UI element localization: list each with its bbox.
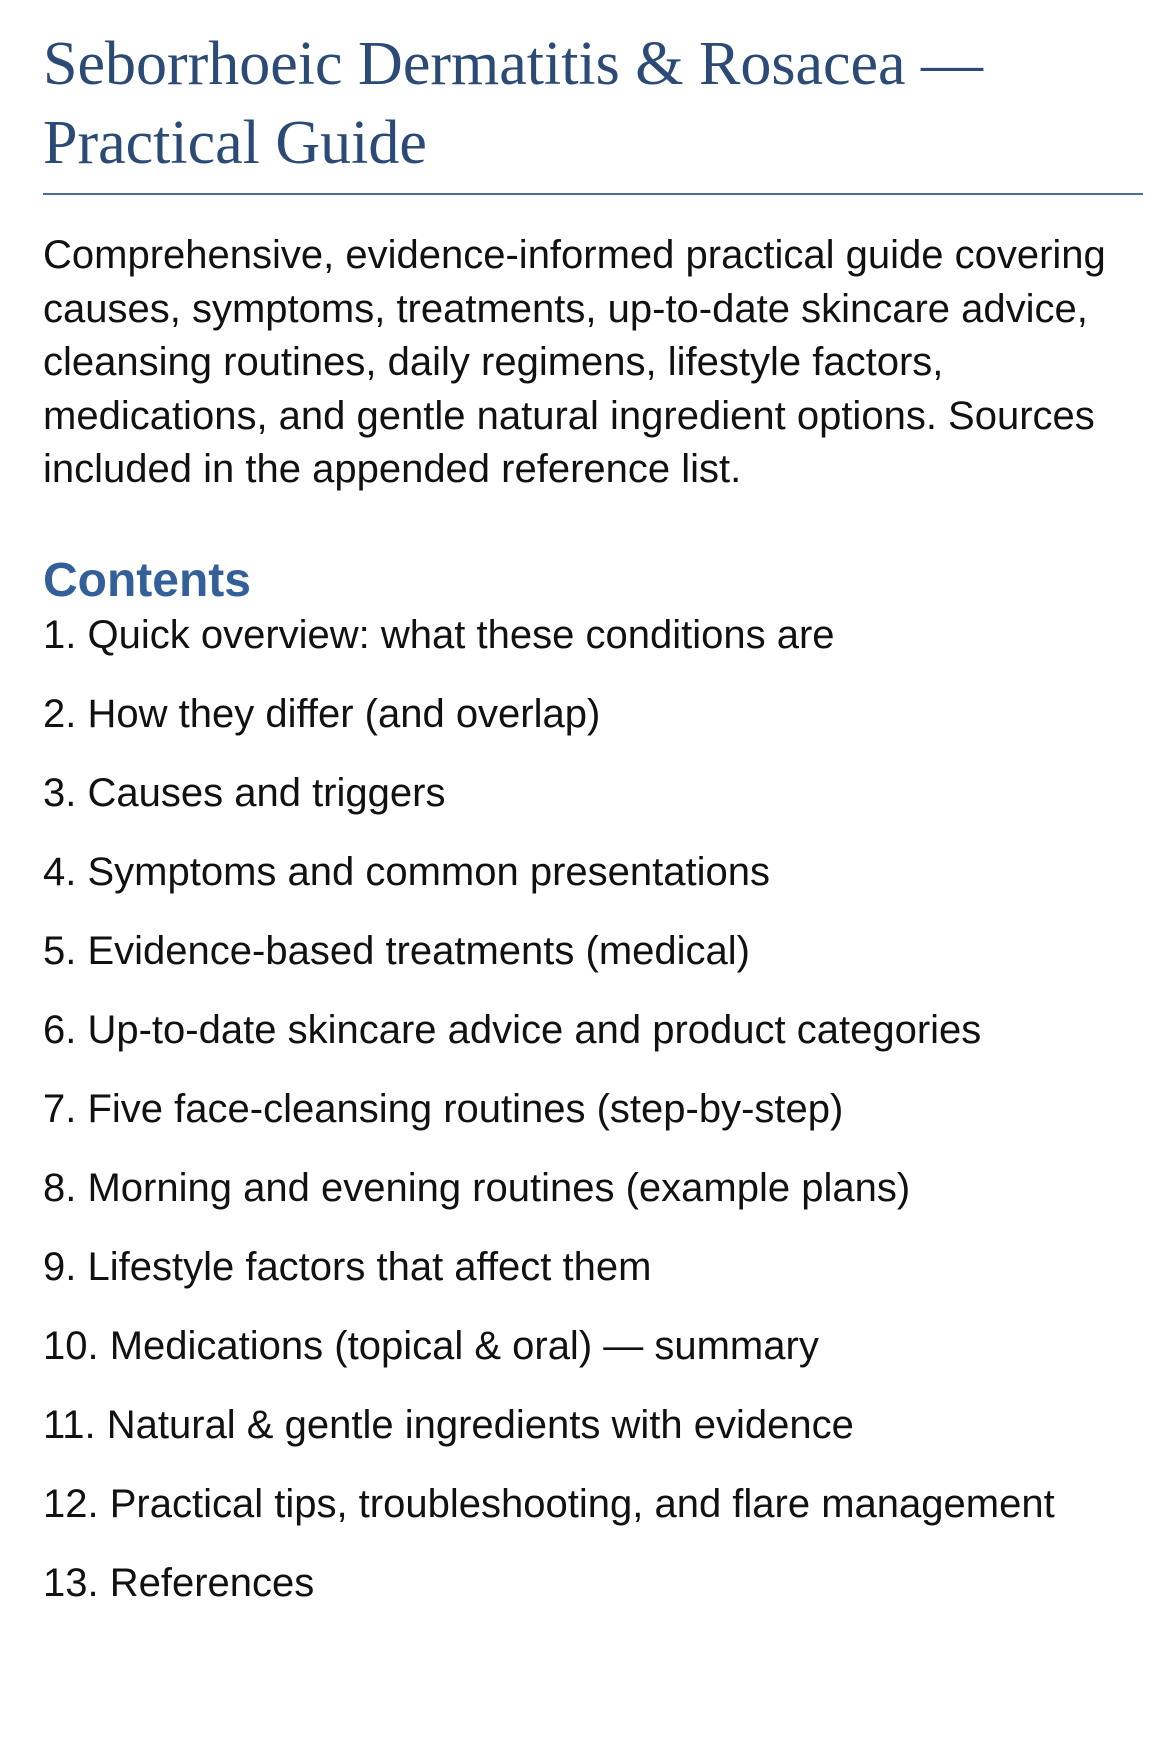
toc-item-11[interactable]: 11. Natural & gentle ingredients with evidence [43, 1402, 854, 1447]
toc-item-13[interactable]: 13. References [43, 1560, 315, 1605]
toc-item-5[interactable]: 5. Evidence-based treatments (medical) [43, 928, 750, 973]
contents-heading: Contents [43, 553, 251, 607]
toc-item-2[interactable]: 2. How they differ (and overlap) [43, 691, 601, 736]
document-title: Seborrhoeic Dermatitis & Rosacea — Practical Guide [43, 25, 1143, 195]
toc-item-10[interactable]: 10. Medications (topical & oral) — summary [43, 1323, 819, 1368]
toc-item-9[interactable]: 9. Lifestyle factors that affect them [43, 1244, 652, 1289]
toc-item-4[interactable]: 4. Symptoms and common presentations [43, 849, 771, 894]
toc-item-7[interactable]: 7. Five face-cleansing routines (step-by-step) [43, 1086, 844, 1131]
document-page [43, 0, 1143, 1636]
toc-item-3[interactable]: 3. Causes and triggers [43, 770, 446, 815]
toc-item-6[interactable]: 6. Up-to-date skincare advice and product categories [43, 1007, 982, 1052]
toc-item-1[interactable]: 1. Quick overview: what these conditions are [43, 612, 835, 657]
toc-item-8[interactable]: 8. Morning and evening routines (example plans) [43, 1165, 911, 1210]
table-of-contents [43, 609, 1143, 1611]
intro-paragraph: Comprehensive, evidence-informed practical guide covering causes, symptoms, treatments, up-to-date skincare advice, cleansing routines, daily regimens, lifestyle factors, medications, and gentle natural ingredient options. Sources included in the appended reference list. [43, 233, 1106, 491]
toc-item-12[interactable]: 12. Practical tips, troubleshooting, and flare management [43, 1481, 1055, 1526]
